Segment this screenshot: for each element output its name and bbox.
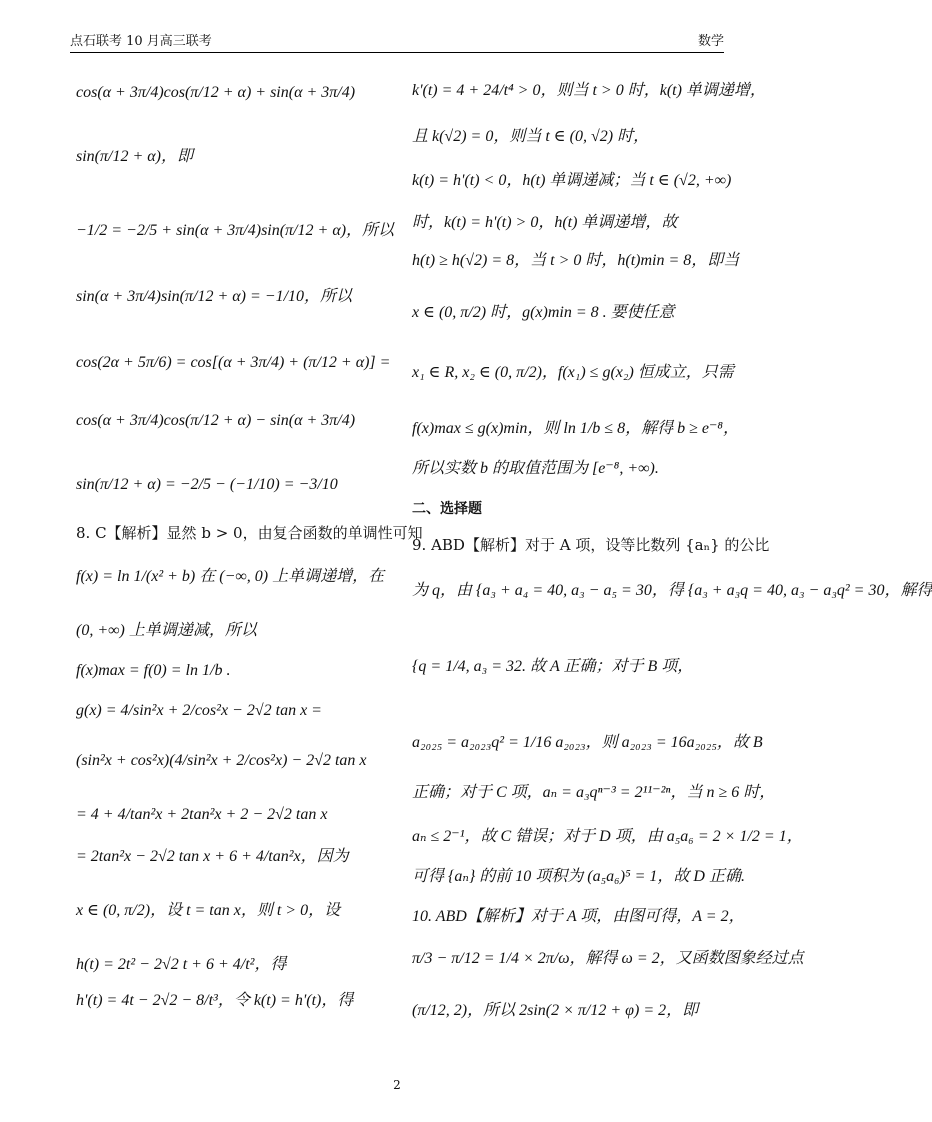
text-line: 9. ABD【解析】对于 A 项，设等比数列 {aₙ} 的公比 (412, 536, 770, 554)
text-line: f(x) = ln 1/(x² + b) 在 (−∞, 0) 上单调递增，在 (76, 568, 385, 585)
text-line: sin(π/12 + α)，即 (76, 148, 193, 165)
text-line: h(t) = 2t² − 2√2 t + 6 + 4/t²，得 (76, 956, 287, 973)
text-line: 正确；对于 C 项，aₙ = a₃qⁿ⁻³ = 2¹¹⁻²ⁿ，当 n ≥ 6 时， (412, 784, 776, 801)
section-heading: 二、选择题 (412, 501, 482, 517)
text-line: 可得 {aₙ} 的前 10 项积为 (a₅a₆)⁵ = 1，故 D 正确. (412, 868, 745, 885)
header-subject: 数学 (697, 34, 724, 49)
header-left: 点石联考 10 月高三联考 (70, 34, 212, 49)
text-line: a₂₀₂₅ = a₂₀₂₃q² = 1/16 a₂₀₂₃，则 a₂₀₂₃ = 16a₂₀₂₅，故 B (412, 734, 763, 751)
text-line: {q = 1/4, a₃ = 32. 故 A 正确；对于 B 项， (412, 658, 694, 675)
text-line: (0, +∞) 上单调递减，所以 (76, 622, 257, 639)
text-line: sin(α + 3π/4)sin(π/12 + α) = −1/10，所以 (76, 288, 353, 305)
text-line: −1/2 = −2/5 + sin(α + 3π/4)sin(π/12 + α)，所以 (76, 222, 395, 239)
text-line: 为 q，由 {a₃ + a₄ = 40, a₃ − a₅ = 30，得 {a₃ + a₃q = 40, a₃ − a₃q² = 30，解得 (412, 582, 932, 599)
text-line: 所以实数 b 的取值范围为 [e⁻⁸, +∞). (412, 460, 659, 477)
text-line: 时，k(t) = h'(t) > 0，h(t) 单调递增，故 (412, 214, 678, 231)
text-line: cos(α + 3π/4)cos(π/12 + α) + sin(α + 3π/4) (76, 84, 356, 101)
text-line: 8. C【解析】显然 b > 0，由复合函数的单调性可知 (76, 524, 423, 542)
text-line: = 4 + 4/tan²x + 2tan²x + 2 − 2√2 tan x (76, 806, 328, 823)
text-line: g(x) = 4/sin²x + 2/cos²x − 2√2 tan x = (76, 702, 322, 719)
text-line: aₙ ≤ 2⁻¹，故 C 错误；对于 D 项，由 a₅a₆ = 2 × 1/2 = 1， (412, 828, 803, 845)
text-line: f(x)max ≤ g(x)min，则 ln 1/b ≤ 8，解得 b ≥ e⁻⁸， (412, 420, 739, 437)
text-line: cos(α + 3π/4)cos(π/12 + α) − sin(α + 3π/4) (76, 412, 356, 429)
text-line: h(t) ≥ h(√2) = 8，当 t > 0 时，h(t)min = 8，即当 (412, 252, 740, 269)
text-line: f(x)max = f(0) = ln 1/b . (76, 662, 231, 679)
text-line: h'(t) = 4t − 2√2 − 8/t³，令 k(t) = h'(t)，得 (76, 992, 354, 1009)
text-line: x ∈ (0, π/2)，设 t = tan x，则 t > 0，设 (76, 902, 341, 919)
text-line: 且 k(√2) = 0，则当 t ∈ (0, √2) 时， (412, 128, 650, 145)
text-line: (sin²x + cos²x)(4/sin²x + 2/cos²x) − 2√2 tan x (76, 752, 367, 769)
page-number: 2 (393, 1078, 401, 1092)
text-line: 10. ABD【解析】对于 A 项，由图可得，A = 2， (412, 908, 745, 925)
text-line: k'(t) = 4 + 24/t⁴ > 0，则当 t > 0 时，k(t) 单调递增， (412, 82, 766, 99)
text-line: cos(2α + 5π/6) = cos[(α + 3π/4) + (π/12 + α)] = (76, 354, 391, 371)
text-line: π/3 − π/12 = 1/4 × 2π/ω，解得 ω = 2，又函数图象经过点 (412, 950, 804, 967)
text-line: x₁ ∈ R, x₂ ∈ (0, π/2)，f(x₁) ≤ g(x₂) 恒成立，只需 (412, 364, 734, 381)
text-line: k(t) = h'(t) < 0，h(t) 单调递减；当 t ∈ (√2, +∞) (412, 172, 732, 189)
text-line: = 2tan²x − 2√2 tan x + 6 + 4/tan²x，因为 (76, 848, 349, 865)
page-header (70, 30, 724, 53)
text-line: sin(π/12 + α) = −2/5 − (−1/10) = −3/10 (76, 476, 338, 493)
text-line: x ∈ (0, π/2) 时，g(x)min = 8 . 要使任意 (412, 304, 675, 321)
text-line: (π/12, 2)，所以 2sin(2 × π/12 + φ) = 2，即 (412, 1002, 699, 1019)
